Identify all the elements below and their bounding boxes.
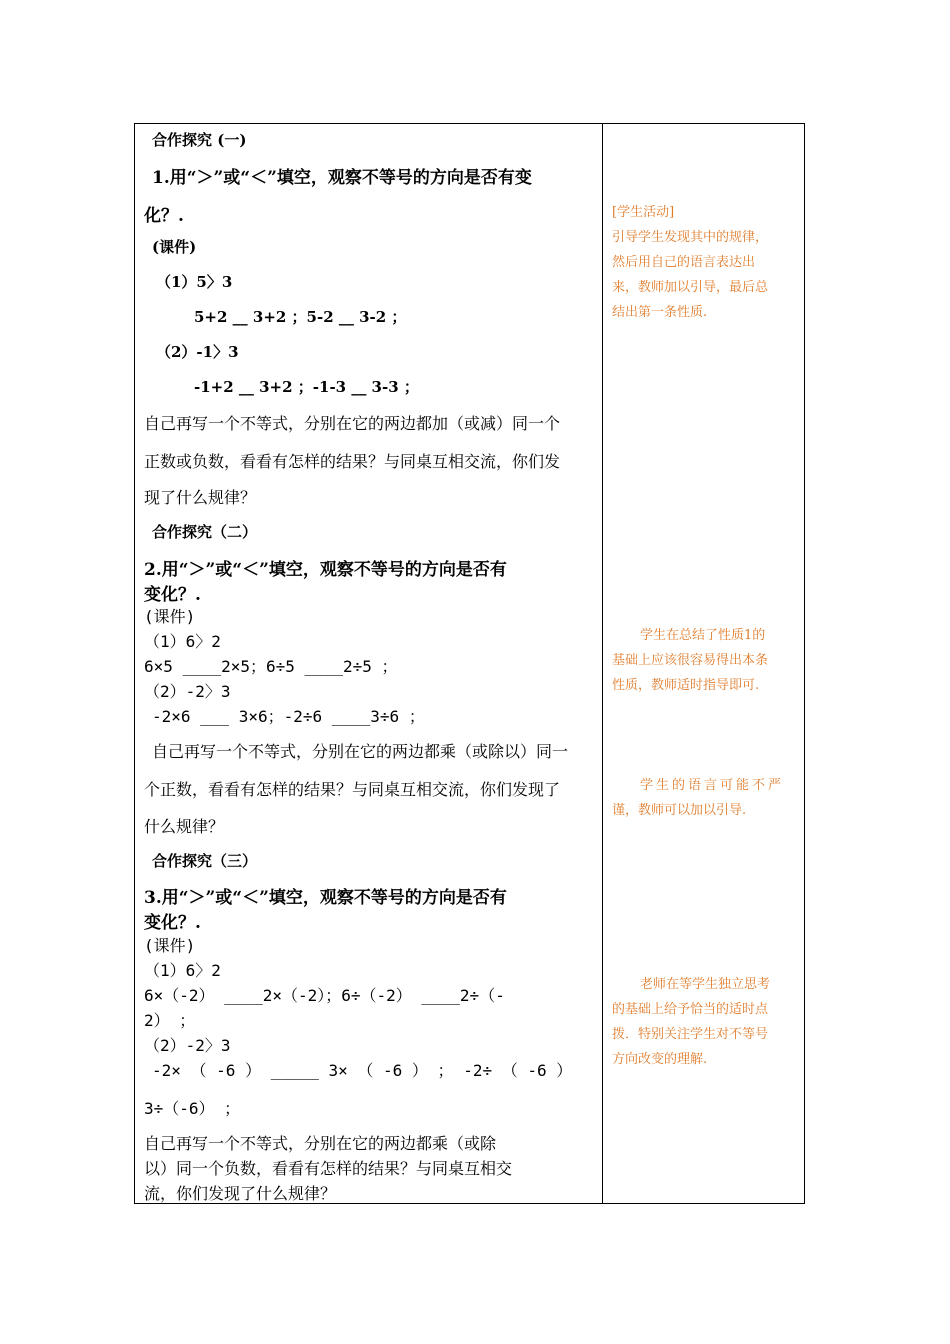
item-1-2-exercise: -1+2 __ 3+2 ；-1-3 __ 3-3 ；	[194, 378, 419, 396]
note-2-line: 学生在总结了性质1的	[640, 628, 766, 643]
courseware-label-3: (课件)	[144, 936, 196, 955]
task-3-line-1: 自己再写一个不等式，分别在它的两边都乘（或除	[144, 1134, 497, 1153]
question-3-cont: 变化？.	[144, 913, 201, 933]
item-3-1-exercise-cont: 2） ；	[144, 1011, 196, 1030]
task-3-line-2: 以）同一个负数，看看有怎样的结果？与同桌互相交	[144, 1159, 513, 1178]
note-1-line: 引导学生发现其中的规律，	[612, 230, 769, 245]
item-2-1-exercise: 6×5 ____2×5；6÷5 ____2÷5 ；	[144, 657, 398, 676]
note-1-line: [学生活动]	[612, 205, 675, 220]
teacher-note-4	[612, 972, 770, 1072]
note-1-line: 结出第一条性质.	[612, 305, 708, 320]
teacher-note-1	[612, 200, 768, 325]
section-title-2: 合作探究（二）	[152, 523, 258, 541]
item-1-2: （2）-1〉3	[156, 343, 239, 361]
note-1-line: 然后用自己的语言表达出	[612, 255, 756, 270]
task-1-line-1: 自己再写一个不等式，分别在它的两边都加（或减）同一个	[144, 414, 561, 433]
task-2-line-3: 什么规律？	[144, 817, 225, 836]
item-3-1: （1）6〉2	[144, 961, 221, 980]
note-3-line: 学生的语言可能不严	[640, 778, 785, 793]
task-3-line-3: 流，你们发现了什么规律？	[144, 1184, 337, 1203]
section-title-3: 合作探究（三）	[152, 852, 258, 870]
note-4-line: 方向改变的理解.	[612, 1052, 708, 1067]
note-3-line: 谨，教师可以加以引导.	[612, 803, 747, 818]
note-2-line: 性质，教师适时指导即可.	[612, 678, 760, 693]
note-4-line: 老师在等学生独立思考	[640, 977, 771, 992]
item-1-1-exercise: 5+2 __ 3+2 ；5-2 __ 3-2 ；	[194, 308, 407, 326]
left-column	[134, 123, 602, 1204]
courseware-label-2: (课件)	[144, 607, 196, 626]
right-column	[603, 123, 805, 1204]
task-2-line-1: 自己再写一个不等式，分别在它的两边都乘（或除以）同一	[152, 742, 569, 761]
question-1-cont: 化？.	[144, 206, 184, 226]
item-2-1: （1）6〉2	[144, 632, 221, 651]
item-1-1: （1）5〉3	[156, 273, 233, 291]
note-2-line: 基础上应该很容易得出本条	[612, 653, 769, 668]
teacher-note-3	[612, 773, 784, 823]
question-2-cont: 变化？.	[144, 585, 201, 605]
item-2-2: （2）-2〉3	[144, 682, 231, 701]
item-3-2-exercise-cont: 3÷（-6） ；	[144, 1099, 241, 1118]
question-2: 2.用“＞”或“＜”填空，观察不等号的方向是否有	[144, 560, 507, 580]
teacher-note-2	[612, 623, 768, 698]
item-3-2-exercise: -2× （ -6 ） _____ 3× （ -6 ） ； -2÷ （ -6 ）	[152, 1061, 573, 1080]
task-1-line-2: 正数或负数，看看有怎样的结果？与同桌互相交流，你们发	[144, 452, 561, 471]
item-3-1-exercise: 6×（-2） ____2×（-2）；6÷（-2） ____2÷（-	[144, 986, 505, 1005]
item-2-2-exercise: -2×6 ___ 3×6；-2÷6 ____3÷6 ；	[152, 707, 425, 726]
note-4-line: 的基础上给予恰当的适时点	[612, 1002, 769, 1017]
task-1-line-3: 现了什么规律？	[144, 488, 257, 507]
note-4-line: 拨．特别关注学生对不等号	[612, 1027, 769, 1042]
question-3: 3.用“＞”或“＜”填空，观察不等号的方向是否有	[144, 888, 507, 908]
item-3-2: （2）-2〉3	[144, 1036, 231, 1055]
task-2-line-2: 个正数，看看有怎样的结果？与同桌互相交流，你们发现了	[144, 780, 561, 799]
section-title-1: 合作探究 (一)	[152, 131, 247, 149]
question-1: 1.用“＞”或“＜”填空，观察不等号的方向是否有变	[152, 168, 532, 188]
courseware-label-1: (课件)	[152, 238, 197, 256]
note-1-line: 来，教师加以引导，最后总	[612, 280, 769, 295]
